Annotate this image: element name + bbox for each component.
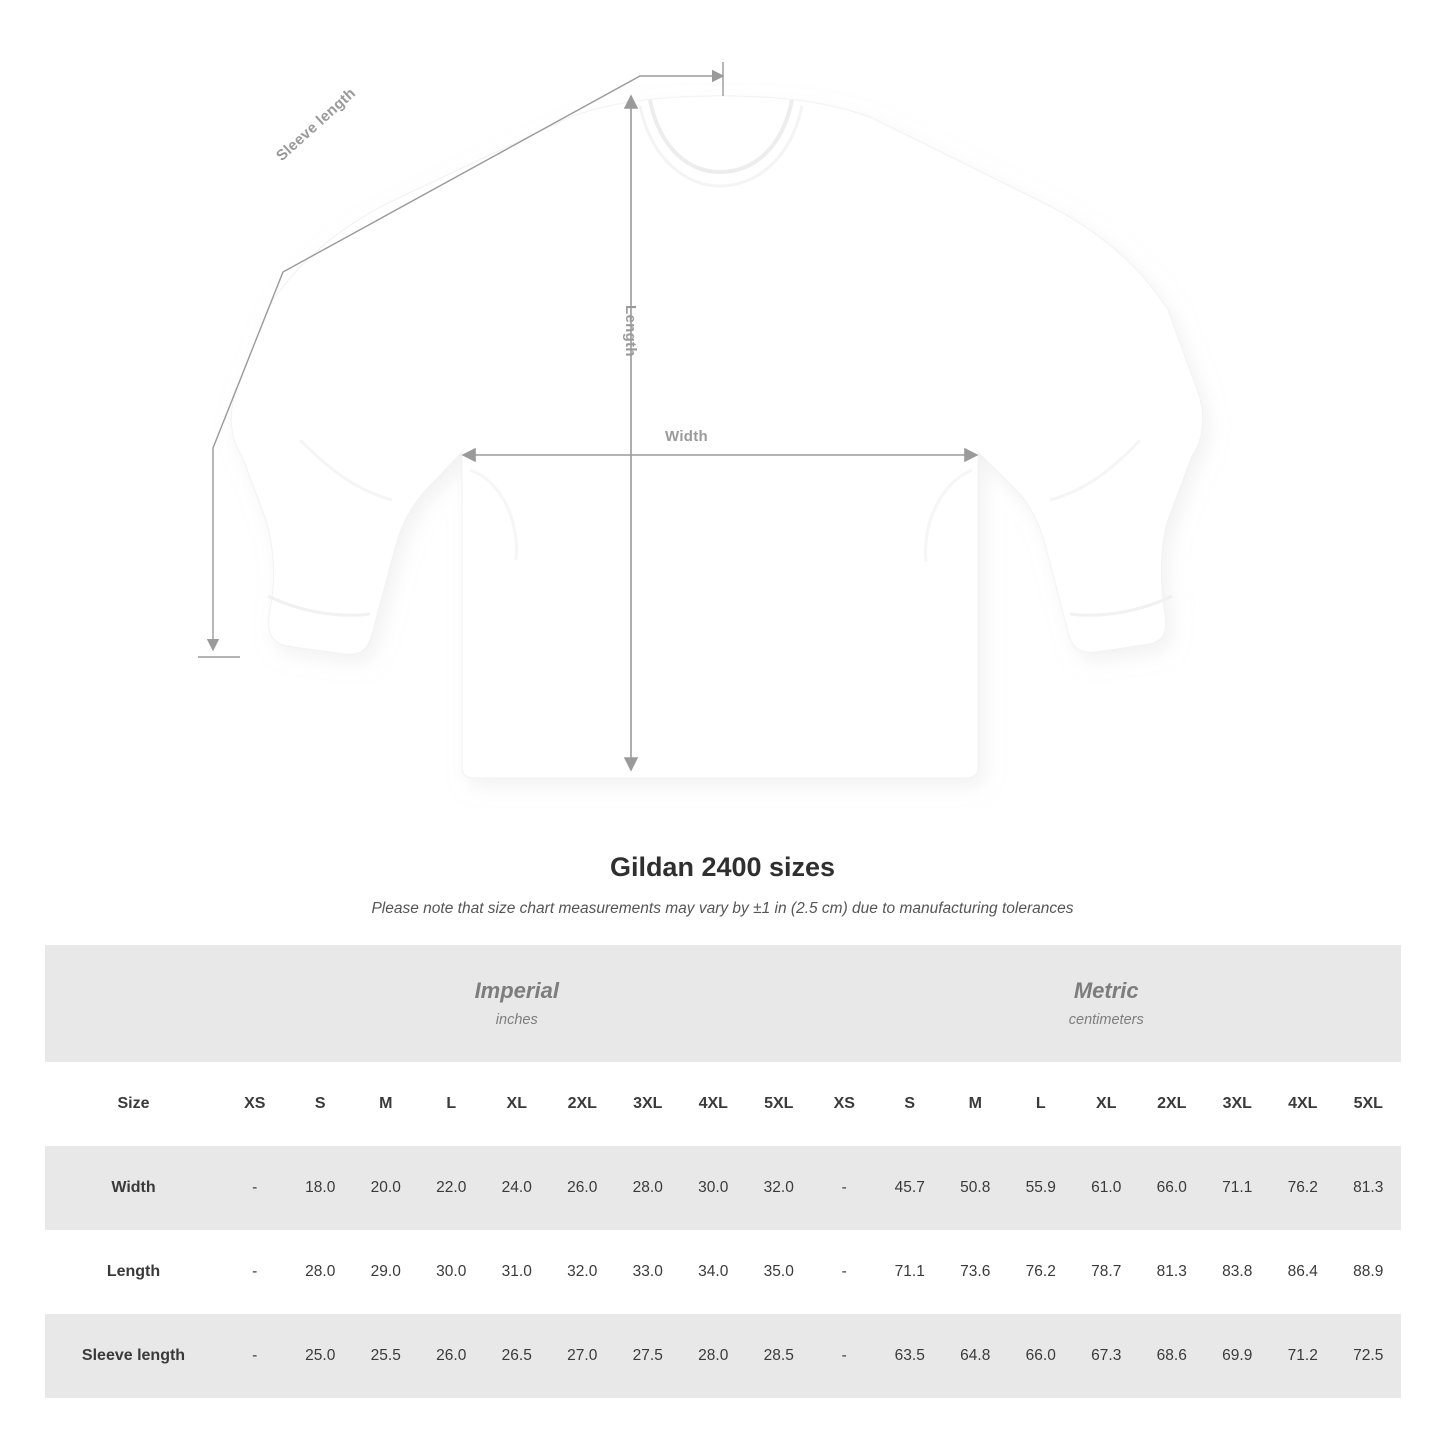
- cell-width-metric-xs: -: [812, 1146, 878, 1230]
- column-header-imperial-2xl: 2XL: [550, 1062, 616, 1146]
- size-chart-table: [45, 945, 1401, 1398]
- cell-sleeve-metric-3xl: 69.9: [1205, 1314, 1271, 1398]
- cell-sleeve-metric-2xl: 68.6: [1139, 1314, 1205, 1398]
- column-header-imperial-xl: XL: [484, 1062, 550, 1146]
- page-title: Gildan 2400 sizes: [609, 852, 836, 882]
- cell-width-metric-m: 50.8: [943, 1146, 1009, 1230]
- row-label-length: Length: [45, 1230, 222, 1314]
- sleeve-length-label: Sleeve length: [273, 84, 360, 165]
- cell-length-imperial-m: 29.0: [353, 1230, 419, 1314]
- cell-sleeve-metric-m: 64.8: [943, 1314, 1009, 1398]
- cell-sleeve-metric-xl: 67.3: [1074, 1314, 1140, 1398]
- cell-sleeve-imperial-xl: 26.5: [484, 1314, 550, 1398]
- unit-group-header-row: [45, 945, 1401, 1062]
- cell-width-imperial-l: 22.0: [419, 1146, 485, 1230]
- column-header-imperial-m: M: [353, 1062, 419, 1146]
- column-header-imperial-s: S: [288, 1062, 354, 1146]
- cell-length-metric-xs: -: [812, 1230, 878, 1314]
- cell-length-metric-m: 73.6: [943, 1230, 1009, 1314]
- cell-length-imperial-4xl: 34.0: [681, 1230, 747, 1314]
- cell-width-imperial-5xl: 32.0: [746, 1146, 812, 1230]
- cell-sleeve-imperial-5xl: 28.5: [746, 1314, 812, 1398]
- column-header-metric-m: M: [943, 1062, 1009, 1146]
- table-row: [45, 1230, 1401, 1314]
- group-name-metric: Metric: [1073, 978, 1139, 1004]
- cell-length-imperial-xl: 31.0: [484, 1230, 550, 1314]
- length-label: Length: [622, 305, 639, 357]
- cell-length-metric-2xl: 81.3: [1139, 1230, 1205, 1314]
- cell-sleeve-imperial-3xl: 27.5: [615, 1314, 681, 1398]
- column-header-metric-s: S: [877, 1062, 943, 1146]
- cell-sleeve-metric-s: 63.5: [877, 1314, 943, 1398]
- size-chart-table-wrap: [45, 945, 1400, 1398]
- cell-sleeve-imperial-m: 25.5: [353, 1314, 419, 1398]
- row-label-width: Width: [45, 1146, 222, 1230]
- cell-sleeve-metric-5xl: 72.5: [1336, 1314, 1402, 1398]
- column-header-metric-2xl: 2XL: [1139, 1062, 1205, 1146]
- group-unit-imperial: inches: [495, 1011, 538, 1028]
- group-name-imperial: Imperial: [474, 978, 559, 1004]
- column-header-size: Size: [45, 1062, 222, 1146]
- cell-sleeve-metric-xs: -: [812, 1314, 878, 1398]
- cell-length-imperial-l: 30.0: [419, 1230, 485, 1314]
- cell-sleeve-imperial-l: 26.0: [419, 1314, 485, 1398]
- cell-width-imperial-m: 20.0: [353, 1146, 419, 1230]
- cell-sleeve-imperial-4xl: 28.0: [681, 1314, 747, 1398]
- cell-sleeve-metric-4xl: 71.2: [1270, 1314, 1336, 1398]
- cell-width-imperial-xs: -: [222, 1146, 288, 1230]
- cell-length-imperial-2xl: 32.0: [550, 1230, 616, 1314]
- column-header-imperial-xs: XS: [222, 1062, 288, 1146]
- width-label: Width: [665, 428, 709, 445]
- table-row: [45, 1314, 1401, 1398]
- tolerance-note: Please note that size chart measurements may vary by ±1 in (2.5 cm) due to manufacturing tolerances: [371, 900, 1074, 917]
- group-unit-metric: centimeters: [1068, 1011, 1144, 1028]
- column-header-imperial-5xl: 5XL: [746, 1062, 812, 1146]
- column-header-metric-xl: XL: [1074, 1062, 1140, 1146]
- cell-length-imperial-3xl: 33.0: [615, 1230, 681, 1314]
- column-header-metric-5xl: 5XL: [1336, 1062, 1402, 1146]
- cell-width-metric-xl: 61.0: [1074, 1146, 1140, 1230]
- column-header-imperial-4xl: 4XL: [681, 1062, 747, 1146]
- title-block: [0, 852, 1445, 918]
- cell-length-metric-3xl: 83.8: [1205, 1230, 1271, 1314]
- cell-width-metric-2xl: 66.0: [1139, 1146, 1205, 1230]
- table-row: [45, 1146, 1401, 1230]
- cell-length-metric-5xl: 88.9: [1336, 1230, 1402, 1314]
- column-header-metric-l: L: [1008, 1062, 1074, 1146]
- cell-length-metric-s: 71.1: [877, 1230, 943, 1314]
- cell-sleeve-imperial-xs: -: [222, 1314, 288, 1398]
- cell-length-metric-l: 76.2: [1008, 1230, 1074, 1314]
- group-header-metric: [812, 945, 1402, 1062]
- cell-width-imperial-2xl: 26.0: [550, 1146, 616, 1230]
- cell-width-imperial-s: 18.0: [288, 1146, 354, 1230]
- column-header-imperial-l: L: [419, 1062, 485, 1146]
- cell-sleeve-imperial-s: 25.0: [288, 1314, 354, 1398]
- column-header-imperial-3xl: 3XL: [615, 1062, 681, 1146]
- cell-width-imperial-4xl: 30.0: [681, 1146, 747, 1230]
- cell-width-metric-l: 55.9: [1008, 1146, 1074, 1230]
- shirt-shape: [231, 96, 1203, 778]
- group-header-spacer: [45, 945, 222, 1062]
- cell-length-imperial-xs: -: [222, 1230, 288, 1314]
- cell-width-metric-5xl: 81.3: [1336, 1146, 1402, 1230]
- column-header-metric-3xl: 3XL: [1205, 1062, 1271, 1146]
- group-header-imperial: [222, 945, 812, 1062]
- cell-width-metric-s: 45.7: [877, 1146, 943, 1230]
- cell-width-imperial-xl: 24.0: [484, 1146, 550, 1230]
- column-header-metric-xs: XS: [812, 1062, 878, 1146]
- row-label-sleeve-length: Sleeve length: [45, 1314, 222, 1398]
- cell-length-metric-xl: 78.7: [1074, 1230, 1140, 1314]
- cell-sleeve-imperial-2xl: 27.0: [550, 1314, 616, 1398]
- cell-width-metric-4xl: 76.2: [1270, 1146, 1336, 1230]
- cell-length-imperial-5xl: 35.0: [746, 1230, 812, 1314]
- cell-sleeve-metric-l: 66.0: [1008, 1314, 1074, 1398]
- cell-length-imperial-s: 28.0: [288, 1230, 354, 1314]
- cell-width-imperial-3xl: 28.0: [615, 1146, 681, 1230]
- cell-length-metric-4xl: 86.4: [1270, 1230, 1336, 1314]
- size-header-row: [45, 1062, 1401, 1146]
- cell-width-metric-3xl: 71.1: [1205, 1146, 1271, 1230]
- column-header-metric-4xl: 4XL: [1270, 1062, 1336, 1146]
